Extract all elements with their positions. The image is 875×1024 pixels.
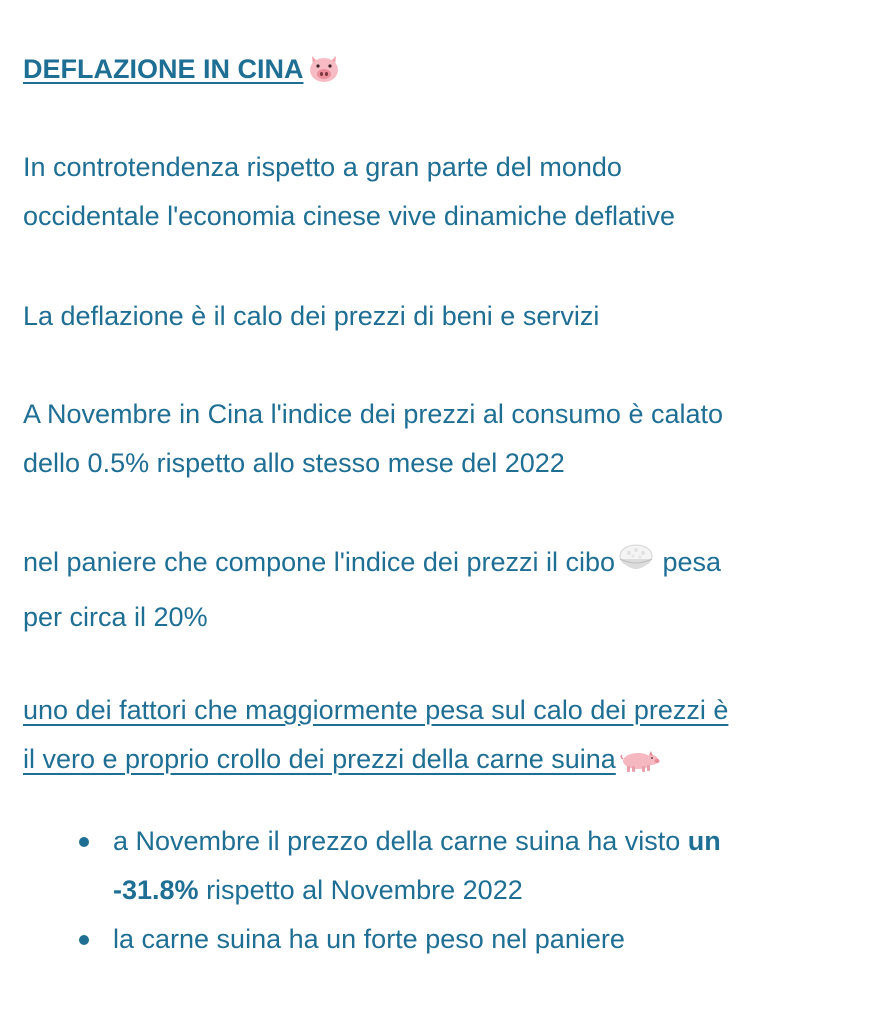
rice-bowl-icon — [617, 543, 655, 593]
paragraph-pork-line-1: uno dei fattori che maggiormente pesa sul calo dei prezzi è — [23, 695, 729, 725]
bullet-list — [23, 817, 721, 964]
paragraph-basket-line-1a: nel paniere che compone l'indice dei prezzi il cibo — [23, 547, 615, 577]
bullet-dot — [79, 935, 89, 945]
paragraph-cpi-line-1: A Novembre in Cina l'indice dei prezzi al consumo è calato — [23, 399, 724, 429]
bullet-2-text: la carne suina ha un forte peso nel paniere — [113, 924, 625, 954]
list-item — [23, 817, 721, 915]
paragraph-basket-line-2: per circa il 20% — [23, 602, 208, 632]
title-text: DEFLAZIONE IN CINA — [23, 54, 304, 84]
paragraph-intro-line-1: In controtendenza rispetto a gran parte del mondo — [23, 152, 622, 182]
list-item — [23, 915, 721, 964]
bullet-1-line-1a: a Novembre il prezzo della carne suina ha visto — [113, 826, 688, 856]
pig-icon — [618, 741, 660, 790]
paragraph-basket-line-1b: pesa — [655, 547, 722, 577]
paragraph-cpi — [23, 390, 723, 488]
bullet-1-bold-1: un — [687, 826, 721, 856]
pig-face-icon — [306, 52, 342, 91]
bullet-1-bold-2: -31.8% — [113, 875, 199, 905]
page-title[interactable] — [23, 52, 342, 91]
paragraph-definition — [23, 292, 599, 341]
paragraph-intro-line-2: occidentale l'economia cinese vive dinamiche deflative — [23, 201, 676, 231]
bullet-dot — [79, 837, 89, 847]
paragraph-basket — [23, 538, 721, 642]
paragraph-intro — [23, 143, 675, 241]
paragraph-cpi-line-2: dello 0.5% rispetto allo stesso mese del 2022 — [23, 448, 565, 478]
paragraph-definition-text: La deflazione è il calo dei prezzi di beni e servizi — [23, 301, 600, 331]
paragraph-pork-line-2: il vero e proprio crollo dei prezzi della carne suina — [23, 744, 616, 774]
paragraph-pork-link[interactable] — [23, 686, 728, 790]
bullet-1-line-2b: rispetto al Novembre 2022 — [198, 875, 523, 905]
